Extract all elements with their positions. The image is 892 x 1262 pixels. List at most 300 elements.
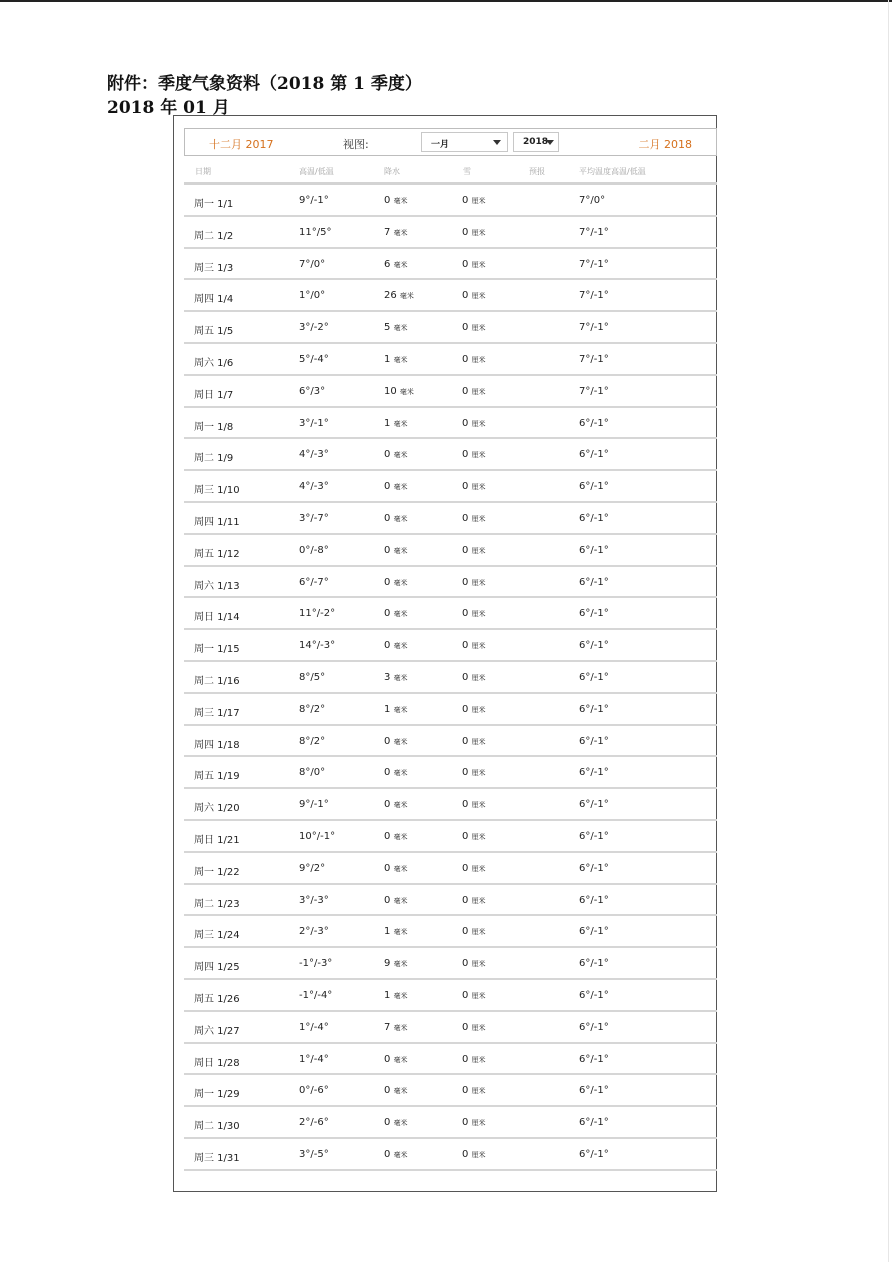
cell-average: 6°/-1°	[579, 862, 609, 874]
snow-value: 0	[462, 1021, 469, 1033]
snow-unit: 厘米	[471, 197, 486, 205]
snow-unit: 厘米	[471, 832, 486, 841]
cell-temp: 3°/-1°	[299, 417, 329, 429]
cell-date: 周六 1/20	[194, 803, 240, 815]
cell-average: 6°/-1°	[579, 671, 609, 683]
rain-value: 0	[384, 1117, 391, 1129]
cell-temp: 1°/-4°	[299, 1021, 329, 1033]
cell-rain	[384, 799, 408, 810]
cell-rain	[384, 449, 408, 460]
rain-unit: 毫米	[393, 960, 408, 969]
table-row	[184, 1012, 717, 1044]
cell-rain	[384, 863, 408, 874]
rain-value: 7	[384, 1021, 391, 1033]
snow-value: 0	[462, 799, 469, 811]
rain-unit: 毫米	[393, 832, 408, 841]
view-label: 视图:	[343, 138, 369, 151]
cell-temp: 14°/-3°	[299, 640, 336, 652]
cell-rain	[384, 1117, 408, 1128]
table-row	[184, 821, 717, 853]
table-row	[184, 916, 717, 948]
rain-value: 9	[384, 958, 391, 970]
snow-unit: 厘米	[471, 546, 486, 555]
cell-rain	[384, 958, 408, 969]
rain-unit: 毫米	[393, 928, 408, 937]
snow-unit: 厘米	[471, 292, 486, 301]
snow-value: 0	[462, 1117, 469, 1129]
cell-snow	[462, 799, 486, 810]
cell-temp: 11°/-2°	[299, 608, 336, 620]
rain-unit: 毫米	[399, 292, 414, 301]
table-row	[184, 662, 717, 694]
cell-average: 7°/0°	[579, 195, 606, 206]
cell-temp: 4°/-3°	[299, 449, 329, 461]
snow-unit: 厘米	[471, 1055, 486, 1064]
table-row	[184, 503, 717, 535]
table-row	[184, 376, 717, 408]
cell-average: 6°/-1°	[579, 576, 609, 588]
cell-temp: 0°/-6°	[299, 1085, 329, 1097]
cell-temp: 8°/2°	[299, 703, 326, 715]
table-row	[184, 185, 717, 217]
rain-unit: 毫米	[393, 1150, 408, 1159]
cell-temp: 8°/5°	[299, 671, 326, 683]
cell-snow	[462, 1117, 486, 1128]
cell-average: 7°/-1°	[579, 290, 609, 302]
rain-value: 1	[384, 989, 391, 1001]
cell-date: 周三 1/31	[194, 1152, 240, 1164]
snow-unit: 厘米	[471, 801, 486, 810]
table-row	[184, 280, 717, 312]
cell-rain	[384, 418, 408, 429]
cell-date: 周六 1/13	[194, 580, 240, 592]
rain-value: 0	[384, 1085, 391, 1097]
cell-average: 6°/-1°	[579, 1021, 609, 1033]
cell-date: 周五 1/19	[194, 771, 240, 783]
cell-snow	[462, 640, 486, 651]
cell-rain	[384, 1022, 408, 1033]
rain-unit: 毫米	[393, 610, 408, 619]
weather-table-body	[184, 185, 717, 1171]
cell-temp: 7°/0°	[299, 258, 326, 270]
cell-rain	[384, 354, 408, 365]
cell-date: 周二 1/30	[194, 1121, 240, 1133]
table-row	[184, 1107, 717, 1139]
cell-snow	[462, 767, 486, 778]
cell-date: 周四 1/25	[194, 962, 240, 974]
cell-average: 6°/-1°	[579, 1148, 609, 1160]
snow-value: 0	[462, 290, 469, 302]
cell-average: 6°/-1°	[579, 1085, 609, 1097]
cell-date: 周日 1/14	[194, 612, 240, 624]
table-row	[184, 1044, 717, 1076]
cell-average: 6°/-1°	[579, 958, 609, 970]
cell-average: 6°/-1°	[579, 608, 609, 620]
table-row	[184, 567, 717, 599]
rain-unit: 毫米	[393, 355, 408, 364]
snow-value: 0	[462, 322, 469, 334]
table-row	[184, 217, 717, 249]
rain-unit: 毫米	[393, 1119, 408, 1128]
snow-value: 0	[462, 735, 469, 747]
cell-rain	[384, 577, 408, 588]
cell-temp: 6°/3°	[299, 385, 326, 397]
cell-snow	[462, 322, 486, 333]
snow-unit: 厘米	[471, 673, 486, 682]
rain-unit: 毫米	[393, 324, 408, 333]
rain-value: 0	[384, 894, 391, 906]
table-row	[184, 757, 717, 789]
cell-rain	[384, 990, 408, 1001]
cell-temp: 1°/-4°	[299, 1053, 329, 1065]
cell-average: 6°/-1°	[579, 894, 609, 906]
rain-unit: 毫米	[393, 1087, 408, 1096]
cell-average: 7°/-1°	[579, 322, 609, 334]
snow-value: 0	[462, 830, 469, 842]
cell-temp: 3°/-5°	[299, 1148, 329, 1160]
snow-unit: 厘米	[471, 578, 486, 587]
snow-value: 0	[462, 608, 469, 620]
snow-unit: 厘米	[471, 960, 486, 969]
cell-rain	[384, 322, 408, 333]
rain-unit: 毫米	[393, 705, 408, 714]
cell-rain	[384, 608, 408, 619]
table-row	[184, 471, 717, 503]
cell-average: 7°/-1°	[579, 385, 609, 397]
cell-date: 周日 1/7	[194, 389, 234, 401]
snow-value: 0	[462, 353, 469, 365]
rain-value: 0	[384, 799, 391, 811]
rain-unit: 毫米	[393, 769, 408, 778]
cell-snow	[462, 990, 486, 1001]
rain-unit: 毫米	[393, 673, 408, 682]
cell-date: 周三 1/3	[194, 262, 234, 274]
rain-unit: 毫米	[393, 864, 408, 873]
cell-temp: 6°/-7°	[299, 576, 329, 588]
snow-value: 0	[462, 1053, 469, 1065]
cell-rain	[384, 195, 408, 206]
column-header-forecast: 预报	[529, 167, 545, 176]
cell-rain	[384, 1149, 408, 1160]
cell-rain	[384, 672, 408, 683]
cell-date: 周二 1/16	[194, 675, 240, 687]
cell-snow	[462, 290, 486, 301]
table-row	[184, 249, 717, 281]
rain-unit: 毫米	[393, 483, 408, 492]
table-row	[184, 535, 717, 567]
cell-snow	[462, 672, 486, 683]
table-row	[184, 312, 717, 344]
table-row	[184, 853, 717, 885]
snow-unit: 厘米	[471, 864, 486, 873]
cell-date: 周三 1/17	[194, 707, 240, 719]
rain-value: 7	[384, 226, 391, 238]
calendar-toolbar	[184, 128, 717, 156]
rain-value: 0	[384, 512, 391, 524]
prev-month-link[interactable]: 十二月 2017	[209, 138, 274, 151]
snow-value: 0	[462, 417, 469, 429]
snow-unit: 厘米	[471, 896, 486, 905]
cell-date: 周一 1/22	[194, 866, 240, 878]
cell-snow	[462, 259, 486, 270]
snow-value: 0	[462, 767, 469, 779]
rain-value: 0	[384, 1148, 391, 1160]
table-row	[184, 408, 717, 440]
cell-average: 7°/-1°	[579, 353, 609, 365]
cell-rain	[384, 227, 408, 238]
snow-unit: 厘米	[471, 610, 486, 619]
rain-value: 5	[384, 322, 391, 334]
snow-value: 0	[462, 1085, 469, 1097]
rain-value: 0	[384, 735, 391, 747]
rain-value: 1	[384, 703, 391, 715]
snow-unit: 厘米	[471, 355, 486, 364]
cell-snow	[462, 577, 486, 588]
snow-unit: 厘米	[471, 928, 486, 937]
rain-unit: 毫米	[393, 546, 408, 555]
document-subheading: 2018 年 01 月	[107, 98, 230, 118]
rain-unit: 毫米	[399, 387, 414, 396]
year-select[interactable]	[513, 132, 559, 152]
cell-average: 6°/-1°	[579, 735, 609, 747]
cell-rain	[384, 831, 408, 842]
snow-value: 0	[462, 703, 469, 715]
cell-snow	[462, 513, 486, 524]
cell-rain	[384, 767, 408, 778]
cell-average: 6°/-1°	[579, 767, 609, 779]
cell-rain	[384, 290, 414, 301]
rain-unit: 毫米	[393, 642, 408, 651]
snow-value: 0	[462, 226, 469, 238]
cell-date: 周二 1/9	[194, 453, 234, 465]
cell-rain	[384, 640, 408, 651]
cell-temp: 5°/-4°	[299, 353, 329, 365]
snow-value: 0	[462, 576, 469, 588]
rain-value: 1	[384, 926, 391, 938]
rain-value: 1	[384, 353, 391, 365]
cell-snow	[462, 1022, 486, 1033]
year-select-value: 2018	[523, 137, 549, 147]
rain-value: 0	[384, 449, 391, 461]
month-select-value: 一月	[431, 140, 450, 150]
cell-temp: 2°/-3°	[299, 926, 329, 938]
cell-snow	[462, 354, 486, 365]
cell-temp: 8°/2°	[299, 735, 326, 747]
cell-temp: 3°/-3°	[299, 894, 329, 906]
snow-unit: 厘米	[471, 1150, 486, 1159]
month-select[interactable]	[421, 132, 508, 152]
cell-average: 6°/-1°	[579, 481, 609, 493]
rain-value: 0	[384, 830, 391, 842]
document-heading: 附件：季度气象资料（2018 第 1 季度）	[107, 74, 422, 94]
snow-unit: 厘米	[471, 483, 486, 492]
cell-date: 周六 1/27	[194, 1025, 240, 1037]
cell-temp: 8°/0°	[299, 767, 326, 779]
rain-value: 0	[384, 195, 391, 206]
rain-value: 0	[384, 481, 391, 493]
cell-snow	[462, 1149, 486, 1160]
cell-average: 6°/-1°	[579, 703, 609, 715]
cell-rain	[384, 1085, 408, 1096]
cell-temp: 11°/5°	[299, 226, 332, 238]
table-row	[184, 885, 717, 917]
cell-date: 周一 1/8	[194, 421, 234, 433]
cell-temp: 3°/-2°	[299, 322, 329, 334]
rain-unit: 毫米	[393, 801, 408, 810]
snow-value: 0	[462, 989, 469, 1001]
cell-average: 6°/-1°	[579, 640, 609, 652]
cell-average: 6°/-1°	[579, 1053, 609, 1065]
cell-date: 周二 1/2	[194, 230, 234, 242]
top-border-line	[0, 0, 892, 2]
cell-date: 周日 1/28	[194, 1057, 240, 1069]
snow-value: 0	[462, 481, 469, 493]
rain-unit: 毫米	[393, 197, 408, 205]
cell-date: 周五 1/5	[194, 326, 234, 338]
snow-unit: 厘米	[471, 324, 486, 333]
snow-unit: 厘米	[471, 387, 486, 396]
cell-snow	[462, 449, 486, 460]
table-row	[184, 630, 717, 662]
table-row	[184, 1075, 717, 1107]
cell-snow	[462, 863, 486, 874]
rain-unit: 毫米	[393, 991, 408, 1000]
snow-value: 0	[462, 258, 469, 270]
column-header-rain: 降水	[384, 167, 400, 176]
cell-average: 7°/-1°	[579, 258, 609, 270]
cell-date: 周一 1/1	[194, 199, 234, 210]
snow-unit: 厘米	[471, 451, 486, 460]
cell-temp: 9°/2°	[299, 862, 326, 874]
cell-temp: 1°/0°	[299, 290, 326, 302]
snow-unit: 厘米	[471, 1023, 486, 1032]
cell-snow	[462, 736, 486, 747]
table-row	[184, 789, 717, 821]
cell-snow	[462, 958, 486, 969]
rain-value: 0	[384, 640, 391, 652]
column-header-temp: 高温/低温	[299, 167, 334, 176]
snow-value: 0	[462, 544, 469, 556]
next-month-link[interactable]: 二月 2018	[638, 138, 692, 151]
rain-value: 26	[384, 290, 397, 302]
rain-unit: 毫米	[393, 260, 408, 269]
cell-snow	[462, 481, 486, 492]
rain-value: 0	[384, 767, 391, 779]
cell-snow	[462, 831, 486, 842]
cell-date: 周三 1/10	[194, 485, 240, 497]
rain-value: 6	[384, 258, 391, 270]
cell-temp: 9°/-1°	[299, 799, 329, 811]
cell-date: 周一 1/29	[194, 1089, 240, 1101]
snow-value: 0	[462, 958, 469, 970]
chevron-down-icon	[493, 140, 501, 145]
cell-snow	[462, 386, 486, 397]
cell-snow	[462, 1054, 486, 1065]
cell-average: 6°/-1°	[579, 544, 609, 556]
rain-value: 0	[384, 862, 391, 874]
cell-snow	[462, 195, 486, 206]
table-row	[184, 694, 717, 726]
cell-snow	[462, 704, 486, 715]
rain-unit: 毫米	[393, 896, 408, 905]
snow-value: 0	[462, 862, 469, 874]
rain-value: 0	[384, 576, 391, 588]
cell-date: 周四 1/11	[194, 516, 240, 528]
snow-value: 0	[462, 926, 469, 938]
cell-rain	[384, 926, 408, 937]
rain-unit: 毫米	[393, 228, 408, 237]
table-row	[184, 980, 717, 1012]
rain-value: 1	[384, 417, 391, 429]
cell-rain	[384, 481, 408, 492]
snow-value: 0	[462, 894, 469, 906]
cell-average: 6°/-1°	[579, 989, 609, 1001]
cell-temp: 9°/-1°	[299, 195, 329, 206]
cell-snow	[462, 895, 486, 906]
snow-unit: 厘米	[471, 1087, 486, 1096]
snow-unit: 厘米	[471, 991, 486, 1000]
snow-unit: 厘米	[471, 769, 486, 778]
cell-rain	[384, 895, 408, 906]
rain-unit: 毫米	[393, 419, 408, 428]
snow-unit: 厘米	[471, 419, 486, 428]
cell-rain	[384, 513, 408, 524]
cell-average: 7°/-1°	[579, 226, 609, 238]
cell-temp: 10°/-1°	[299, 830, 336, 842]
cell-temp: 0°/-8°	[299, 544, 329, 556]
cell-date: 周二 1/23	[194, 898, 240, 910]
snow-value: 0	[462, 671, 469, 683]
snow-value: 0	[462, 195, 469, 206]
snow-value: 0	[462, 640, 469, 652]
cell-date: 周日 1/21	[194, 834, 240, 846]
cell-average: 6°/-1°	[579, 449, 609, 461]
table-row	[184, 344, 717, 376]
cell-date: 周四 1/18	[194, 739, 240, 751]
snow-value: 0	[462, 385, 469, 397]
rain-unit: 毫米	[393, 1023, 408, 1032]
cell-rain	[384, 736, 408, 747]
cell-temp: -1°/-4°	[299, 989, 333, 1001]
cell-temp: 2°/-6°	[299, 1117, 329, 1129]
table-row	[184, 439, 717, 471]
cell-average: 6°/-1°	[579, 512, 609, 524]
rain-unit: 毫米	[393, 451, 408, 460]
table-row	[184, 1139, 717, 1171]
cell-average: 6°/-1°	[579, 830, 609, 842]
cell-temp: 4°/-3°	[299, 481, 329, 493]
right-edge-line	[888, 0, 889, 1262]
cell-average: 6°/-1°	[579, 417, 609, 429]
cell-average: 6°/-1°	[579, 1117, 609, 1129]
rain-value: 0	[384, 1053, 391, 1065]
snow-unit: 厘米	[471, 642, 486, 651]
snow-unit: 厘米	[471, 228, 486, 237]
cell-rain	[384, 1054, 408, 1065]
snow-unit: 厘米	[471, 1119, 486, 1128]
rain-unit: 毫米	[393, 578, 408, 587]
rain-value: 10	[384, 385, 397, 397]
table-row	[184, 726, 717, 758]
cell-snow	[462, 1085, 486, 1096]
column-header-date: 日期	[195, 167, 211, 176]
snow-value: 0	[462, 1148, 469, 1160]
snow-value: 0	[462, 449, 469, 461]
cell-rain	[384, 259, 408, 270]
cell-snow	[462, 926, 486, 937]
cell-date: 周五 1/12	[194, 548, 240, 560]
cell-date: 周六 1/6	[194, 357, 234, 369]
